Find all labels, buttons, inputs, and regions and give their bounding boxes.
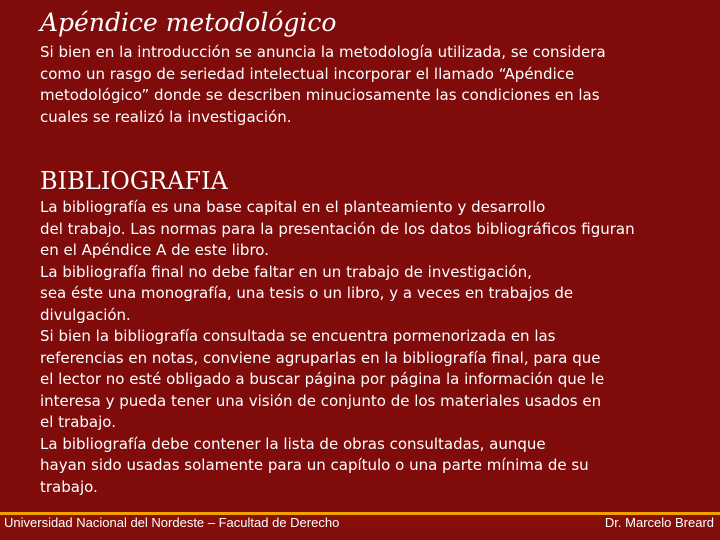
- intro-line: metodológico” donde se describen minuciosamente las condiciones en las: [40, 86, 600, 104]
- body-line: el lector no esté obligado a buscar página por página la información que le: [40, 370, 605, 388]
- body-line: divulgación.: [40, 305, 131, 324]
- body-line: referencias en notas, conviene agruparlas en la bibliografía final, para que: [40, 348, 601, 367]
- body-line: del trabajo. Las normas para la presentación de los datos bibliográficos figuran: [40, 219, 635, 238]
- footer-institution: Universidad Nacional del Nordeste – Facultad de Derecho: [4, 515, 340, 530]
- body-line: La bibliografía final no debe faltar en un trabajo de investigación,: [40, 262, 532, 281]
- intro-line: como un rasgo de seriedad intelectual incorporar el llamado “Apéndice: [40, 64, 575, 83]
- footer-author: Dr. Marcelo Breard: [604, 515, 714, 530]
- intro-paragraph: [40, 42, 690, 128]
- body-line: sea éste una monografía, una tesis o un libro, y a veces en trabajos de: [40, 284, 574, 302]
- body-line: Si bien la bibliografía consultada se encuentra pormenorizada en las: [40, 327, 556, 345]
- body-line: La bibliografía es una base capital en el planteamiento y desarrollo: [40, 198, 546, 216]
- section-heading: BIBLIOGRAFIA: [40, 167, 228, 195]
- intro-line: Si bien en la introducción se anuncia la metodología utilizada, se considera: [40, 43, 606, 61]
- body-line: el trabajo.: [40, 413, 116, 431]
- body-line: en el Apéndice A de este libro.: [40, 241, 269, 259]
- body-line: trabajo.: [40, 477, 98, 496]
- bibliography-paragraph: [40, 197, 690, 498]
- slide-footer: [0, 512, 720, 540]
- body-line: La bibliografía debe contener la lista de obras consultadas, aunque: [40, 434, 546, 453]
- body-line: interesa y pueda tener una visión de conjunto de los materiales usados en: [40, 391, 602, 410]
- body-line: hayan sido usadas solamente para un capítulo o una parte mínima de su: [40, 456, 589, 474]
- slide-title: Apéndice metodológico: [40, 8, 337, 37]
- intro-line: cuales se realizó la investigación.: [40, 107, 292, 126]
